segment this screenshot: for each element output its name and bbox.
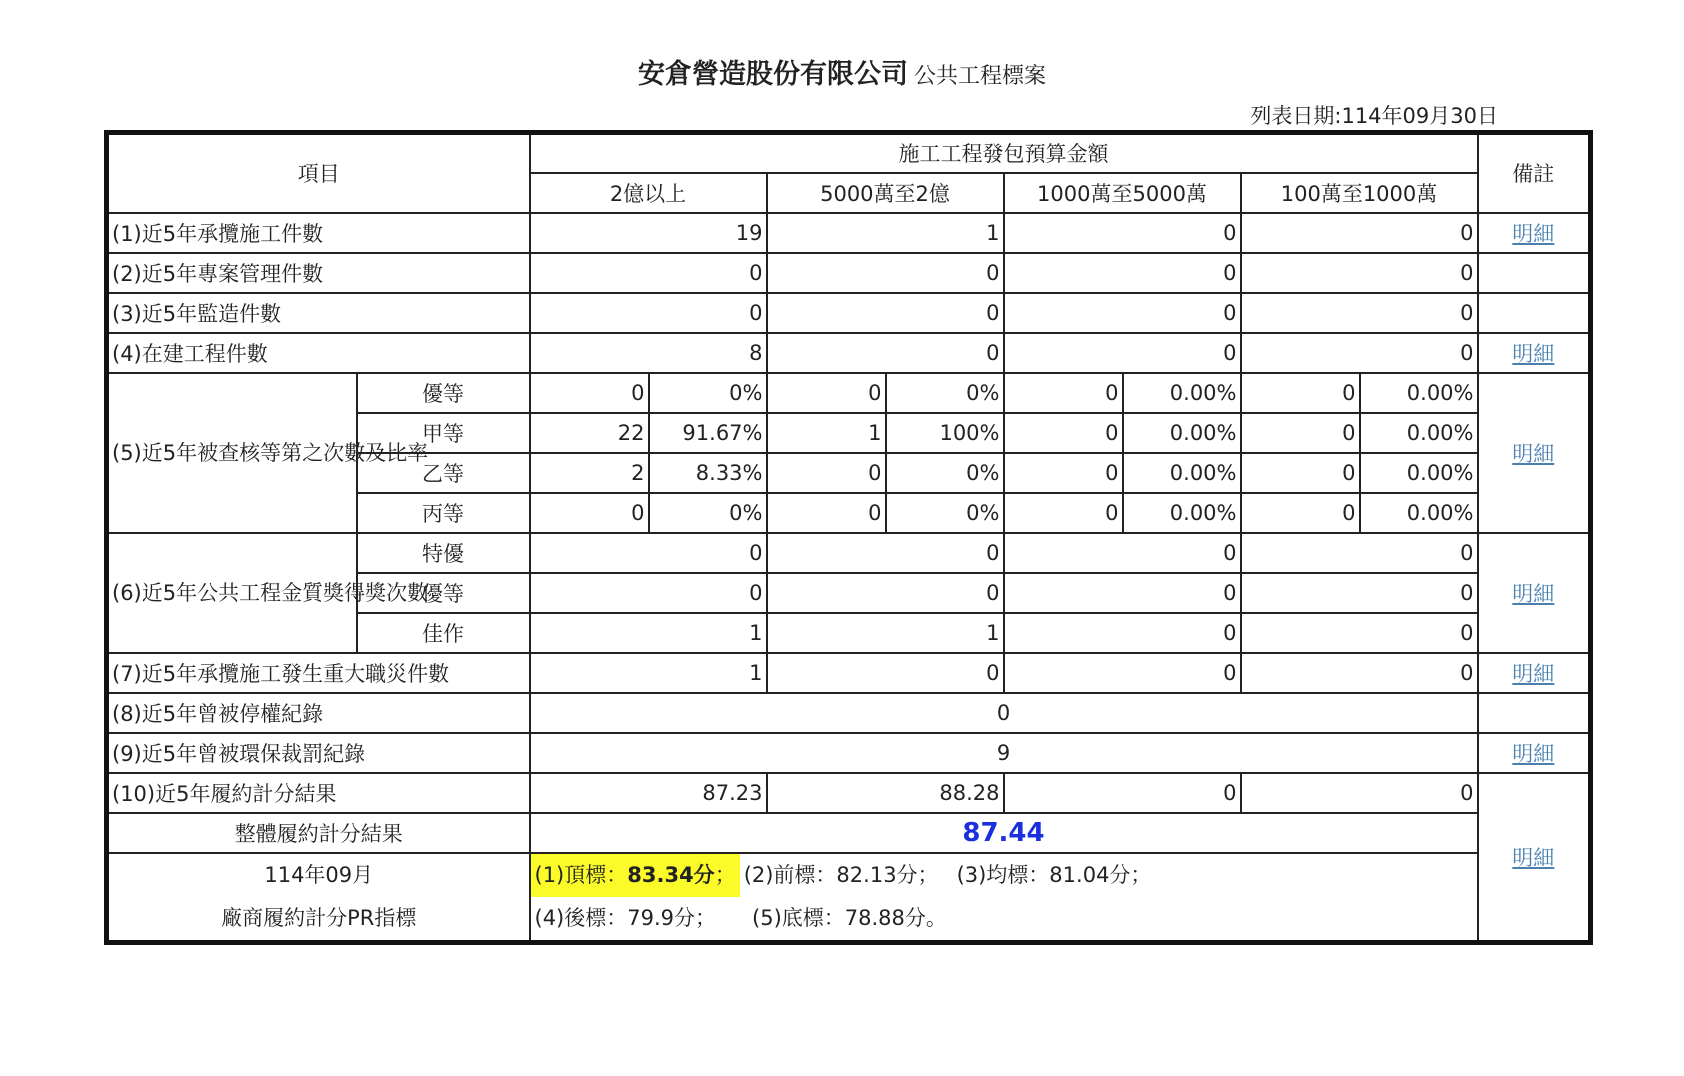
value-cell: 0 <box>1004 253 1241 293</box>
rate-cell: 0.00% <box>1360 373 1478 413</box>
detail-link[interactable]: 明細 <box>1512 441 1555 466</box>
overall-row <box>107 813 1591 853</box>
list-date: 列表日期:114年09月30日 <box>1250 104 1498 128</box>
value-cell: 0 <box>1004 333 1241 373</box>
value-cell: 1 <box>767 613 1004 653</box>
pr-label: 廠商履約計分PR指標 <box>221 905 417 930</box>
row-label: (7)近5年承攬施工發生重大職災件數 <box>107 653 530 693</box>
range-header: 2億以上 <box>530 173 767 213</box>
remark-cell <box>1478 733 1591 773</box>
rate-cell: 100% <box>886 413 1004 453</box>
table-row <box>107 693 1591 733</box>
value-cell: 0 <box>1241 333 1478 373</box>
award-label: 特優 <box>357 533 530 573</box>
overall-label: 整體履約計分結果 <box>107 813 530 853</box>
value-cell: 87.23 <box>530 773 767 813</box>
grade-label: 優等 <box>357 373 530 413</box>
award-label: 優等 <box>357 573 530 613</box>
value-cell: 0 <box>1004 293 1241 333</box>
detail-link[interactable]: 明細 <box>1512 845 1555 870</box>
value-cell: 0 <box>1004 533 1241 573</box>
pr-top <box>531 854 740 897</box>
value-cell: 88.28 <box>767 773 1004 813</box>
award-label: 佳作 <box>357 613 530 653</box>
grade-label: 甲等 <box>357 413 530 453</box>
col-remark-header: 備註 <box>1478 133 1591 213</box>
count-cell: 0 <box>767 493 886 533</box>
value-cell: 9 <box>530 733 1478 773</box>
performance-table <box>104 130 1593 945</box>
value-cell: 0 <box>1241 533 1478 573</box>
rate-cell: 8.33% <box>649 453 767 493</box>
row-label: (4)在建工程件數 <box>107 333 530 373</box>
remark-cell <box>1478 693 1591 733</box>
rate-cell: 0.00% <box>1123 373 1241 413</box>
detail-link[interactable]: 明細 <box>1512 661 1555 686</box>
row-label: (6)近5年公共工程金質獎得獎次數 <box>107 533 357 653</box>
count-cell: 0 <box>1004 413 1123 453</box>
row-label: (2)近5年專案管理件數 <box>107 253 530 293</box>
row-label: (1)近5年承攬施工件數 <box>107 213 530 253</box>
value-cell: 0 <box>1241 613 1478 653</box>
value-cell: 8 <box>530 333 767 373</box>
overall-value: 87.44 <box>962 817 1045 848</box>
rate-cell: 0.00% <box>1123 413 1241 453</box>
pr-row <box>107 853 1591 943</box>
count-cell: 0 <box>767 453 886 493</box>
count-cell: 0 <box>530 373 649 413</box>
count-cell: 0 <box>1241 493 1360 533</box>
grade-label: 乙等 <box>357 453 530 493</box>
remark-cell <box>1478 293 1591 333</box>
page-subtitle: 公共工程標案 <box>913 64 1046 89</box>
row-label: (9)近5年曾被環保裁罰紀錄 <box>107 733 530 773</box>
table-row <box>107 533 1591 573</box>
value-cell: 0 <box>1241 213 1478 253</box>
col-item-header: 項目 <box>107 133 530 213</box>
count-cell: 0 <box>1241 453 1360 493</box>
value-cell: 0 <box>530 533 767 573</box>
range-header: 100萬至1000萬 <box>1241 173 1478 213</box>
header-row-1 <box>107 133 1591 173</box>
rate-cell: 0.00% <box>1360 493 1478 533</box>
pr-top-value: 83.34分 <box>627 862 715 887</box>
rate-cell: 0% <box>649 373 767 413</box>
col-budget-header: 施工工程發包預算金額 <box>530 133 1478 173</box>
value-cell: 0 <box>767 573 1004 613</box>
pr-top-label: (1)頂標： <box>534 862 628 887</box>
remark-cell <box>1478 533 1591 653</box>
count-cell: 0 <box>1004 493 1123 533</box>
rate-cell: 0% <box>886 453 1004 493</box>
table-row <box>107 733 1591 773</box>
value-cell: 0 <box>530 293 767 333</box>
overall-value-cell <box>530 813 1478 853</box>
range-header: 1000萬至5000萬 <box>1004 173 1241 213</box>
rate-cell: 0% <box>886 373 1004 413</box>
pr-line-2 <box>531 897 1477 940</box>
pr-period: 114年09月 <box>264 862 374 887</box>
count-cell: 0 <box>1241 413 1360 453</box>
count-cell: 22 <box>530 413 649 453</box>
pr-label-cell <box>107 853 530 943</box>
pr-front: (2)前標：82.13分； <box>743 862 939 887</box>
row-label: (8)近5年曾被停權紀錄 <box>107 693 530 733</box>
count-cell: 0 <box>767 373 886 413</box>
row-label: (10)近5年履約計分結果 <box>107 773 530 813</box>
value-cell: 0 <box>767 533 1004 573</box>
value-cell: 0 <box>1004 773 1241 813</box>
pr-line-1 <box>531 854 1477 897</box>
rate-cell: 0% <box>649 493 767 533</box>
value-cell: 0 <box>530 693 1478 733</box>
table-row <box>107 373 1591 413</box>
value-cell: 1 <box>530 613 767 653</box>
value-cell: 0 <box>767 333 1004 373</box>
rate-cell: 91.67% <box>649 413 767 453</box>
value-cell: 0 <box>1004 213 1241 253</box>
company-name: 安倉營造股份有限公司 <box>637 59 908 90</box>
table-row <box>107 213 1591 253</box>
value-cell: 0 <box>1004 613 1241 653</box>
count-cell: 0 <box>1004 453 1123 493</box>
detail-link[interactable]: 明細 <box>1512 221 1555 246</box>
value-cell: 1 <box>530 653 767 693</box>
table-row <box>107 293 1591 333</box>
pr-values-cell <box>530 853 1478 943</box>
value-cell: 0 <box>767 293 1004 333</box>
value-cell: 19 <box>530 213 767 253</box>
remark-cell <box>1478 773 1591 943</box>
value-cell: 0 <box>767 653 1004 693</box>
value-cell: 0 <box>1241 573 1478 613</box>
value-cell: 0 <box>530 573 767 613</box>
pr-back: (4)後標：79.9分； <box>534 905 717 930</box>
value-cell: 0 <box>530 253 767 293</box>
row-label: (3)近5年監造件數 <box>107 293 530 333</box>
count-cell: 1 <box>767 413 886 453</box>
value-cell: 0 <box>1241 293 1478 333</box>
remark-cell <box>1478 333 1591 373</box>
value-cell: 1 <box>767 213 1004 253</box>
detail-link[interactable]: 明細 <box>1512 341 1555 366</box>
detail-link[interactable]: 明細 <box>1512 581 1555 606</box>
rate-cell: 0.00% <box>1360 453 1478 493</box>
table-row <box>107 333 1591 373</box>
grade-label: 丙等 <box>357 493 530 533</box>
value-cell: 0 <box>1241 773 1478 813</box>
table-row <box>107 773 1591 813</box>
range-header: 5000萬至2億 <box>767 173 1004 213</box>
value-cell: 0 <box>1241 253 1478 293</box>
count-cell: 0 <box>530 493 649 533</box>
rate-cell: 0% <box>886 493 1004 533</box>
rate-cell: 0.00% <box>1123 493 1241 533</box>
table-row <box>107 653 1591 693</box>
pr-bottom: (5)底標：78.88分。 <box>752 905 947 930</box>
value-cell: 0 <box>1004 653 1241 693</box>
remark-cell <box>1478 373 1591 533</box>
count-cell: 0 <box>1241 373 1360 413</box>
remark-cell <box>1478 213 1591 253</box>
count-cell: 0 <box>1004 373 1123 413</box>
rate-cell: 0.00% <box>1123 453 1241 493</box>
table-row <box>107 253 1591 293</box>
row-label: (5)近5年被查核等第之次數及比率 <box>107 373 357 533</box>
detail-link[interactable]: 明細 <box>1512 741 1555 766</box>
pr-top-suffix: ； <box>714 862 736 887</box>
page-title <box>0 52 1684 91</box>
remark-cell <box>1478 653 1591 693</box>
value-cell: 0 <box>1004 573 1241 613</box>
value-cell: 0 <box>767 253 1004 293</box>
remark-cell <box>1478 253 1591 293</box>
value-cell: 0 <box>1241 653 1478 693</box>
count-cell: 2 <box>530 453 649 493</box>
rate-cell: 0.00% <box>1360 413 1478 453</box>
pr-mean: (3)均標：81.04分； <box>956 862 1152 887</box>
